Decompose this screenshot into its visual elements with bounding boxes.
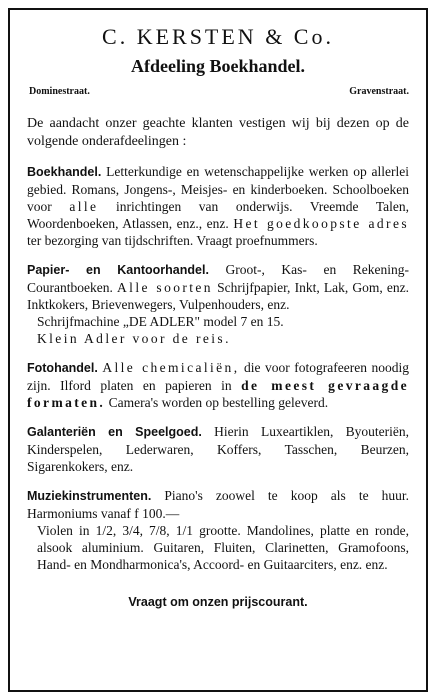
- closing-line: Vraagt om onzen prijscourant.: [128, 595, 308, 610]
- foto-spaced-2: de meest gevraagde formaten.: [27, 378, 410, 411]
- boekhandel-text-2: inrichtingen van onderwijs. Vreemde Talen, Woordenboeken, Atlassen, enz., enz.: [27, 199, 409, 232]
- section-boekhandel: [27, 163, 409, 249]
- galanterie-paragraph: [27, 423, 409, 475]
- boekhandel-spaced-2: Het goedkoopste adres: [233, 216, 409, 232]
- advertisement-frame: [8, 8, 428, 692]
- papier-text-2: Schrijfpapier, Inkt, Lak, Gom, enz. Inktkokers, Brievenwegers, Vulpenhouders, enz.: [27, 280, 409, 313]
- papier-typewriter-line: Schrijfmachine „DE ADLER" model 7 en 15.: [37, 314, 284, 330]
- boekhandel-heading: Boekhandel.: [27, 165, 102, 180]
- foto-paragraph: [27, 359, 409, 411]
- papier-paragraph: [27, 261, 409, 313]
- foto-spaced-1: Alle chemicaliën,: [102, 360, 240, 376]
- papier-klein-adler-line: Klein Adler voor de reis.: [37, 331, 231, 347]
- boekhandel-text-3: ter bezorging van tijdschriften. Vraagt proefnummers.: [27, 233, 318, 249]
- street-left: Dominestraat.: [29, 86, 90, 98]
- galanterie-heading: Galanteriën en Speelgoed.: [27, 425, 202, 440]
- company-name: C. KERSTEN & Co.: [102, 24, 334, 49]
- muziek-text-1: Piano's zoowel te koop als te huur. Harmoniums vanaf f 100.—: [27, 488, 410, 522]
- papier-spaced-1: Alle soorten: [117, 280, 213, 296]
- muziek-paragraph: [27, 487, 409, 522]
- papier-text-1: Groot-, Kas- en Rekening-Courantboeken.: [27, 262, 409, 296]
- muziek-heading: Muziekinstrumenten.: [27, 489, 152, 504]
- street-row: [27, 86, 409, 97]
- boekhandel-spaced-1: alle: [69, 199, 99, 215]
- intro-text: De aandacht onzer geachte klanten vestigen wij bij dezen op de volgende onderafdeelingen :: [27, 116, 409, 150]
- street-right: Gravenstraat.: [349, 86, 409, 98]
- foto-heading: Fotohandel.: [27, 361, 98, 376]
- department-title: Afdeeling Boekhandel.: [130, 56, 306, 77]
- boekhandel-text-1: Letterkundige en wetenschappelijke werken op allerlei gebied. Romans, Jongens-, Meisjes- en kinderboeken. Schoolboeken voor: [27, 164, 410, 215]
- galanterie-text-1: Hierin Luxeartiklen, Byouteriën, Kinderspelen, Lederwaren, Koffers, Tasschen, Beurzen, Sigarenkokers, enz.: [27, 424, 409, 475]
- muziek-violen-paragraph: Violen in 1/2, 3/4, 7/8, 1/1 grootte. Mandolines, platte en ronde, alsook aluminium. Guitaren, Fluiten, Clarinetten, Gramofoons, Hand- en Mondharmonica's, Accoord- en Guitaarciters, enz. enz.: [37, 523, 409, 573]
- foto-text-1: die voor fotografeeren noodig zijn. Ilford platen en papieren in: [27, 360, 409, 394]
- section-muziek: [27, 487, 409, 573]
- boekhandel-paragraph: [27, 163, 409, 249]
- section-galanterie: [27, 423, 409, 475]
- section-foto: [27, 359, 409, 411]
- section-papier: [27, 261, 409, 347]
- papier-heading: Papier- en Kantoorhandel.: [27, 263, 209, 278]
- foto-text-2: Camera's worden op bestelling geleverd.: [108, 395, 329, 411]
